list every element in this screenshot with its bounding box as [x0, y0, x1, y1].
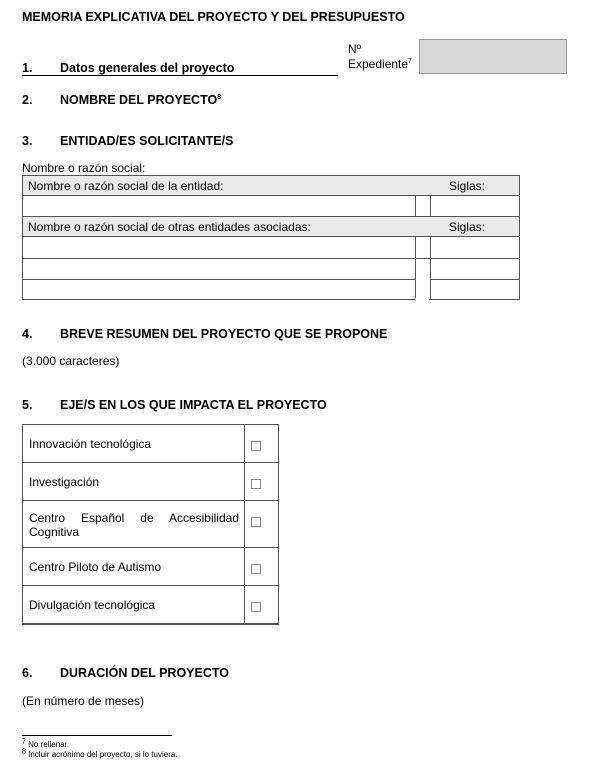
document-title: MEMORIA EXPLICATIVA DEL PROYECTO Y DEL PRESUPUESTO [22, 10, 405, 24]
entity-table [22, 175, 520, 300]
axis-checkbox-4[interactable] [251, 564, 261, 574]
column-gap [416, 279, 430, 280]
footnote-8-text: Incluir acrónimo del proyecto, si lo tuviera. [25, 750, 178, 759]
section-5-heading [22, 398, 442, 414]
footnote-7 [22, 740, 178, 750]
axes-table [22, 424, 279, 625]
section-4-number: 4. [22, 327, 33, 341]
section-6-heading [22, 666, 442, 682]
axis-row-2 [23, 463, 278, 501]
section-2-number: 2. [22, 93, 33, 107]
axes-column-divider [244, 425, 245, 624]
section-4-heading [22, 327, 442, 343]
axis-row-4 [23, 548, 278, 586]
axis-label-4: Centro Piloto de Autismo [29, 560, 162, 574]
section-2-heading [22, 93, 422, 109]
footnote-ref-8: 8 [217, 93, 222, 101]
section-4-label: BREVE RESUMEN DEL PROYECTO QUE SE PROPONE [60, 327, 388, 341]
other-entity-siglas-cell-3[interactable] [430, 280, 519, 299]
entity-table-header-others [23, 217, 519, 237]
axis-checkbox-2[interactable] [251, 479, 261, 489]
axis-label-1: Innovación tecnológica [29, 437, 152, 451]
axis-row-5 [23, 586, 278, 624]
other-entity-name-cell-3[interactable] [23, 280, 415, 299]
other-entity-name-cell-2[interactable] [23, 259, 415, 279]
axis-row-1 [23, 425, 278, 463]
table-bottom-gap [415, 298, 429, 301]
section-1-underline [22, 75, 338, 76]
axis-checkbox-1[interactable] [251, 441, 261, 451]
footnote-7-marker: 7 [22, 738, 26, 746]
other-entities-header-label: Nombre o razón social de otras entidades asociadas: [28, 220, 311, 234]
section-5-number: 5. [22, 398, 33, 412]
section-3-number: 3. [22, 134, 33, 148]
other-siglas-header-label: Siglas: [449, 220, 486, 234]
column-divider [415, 196, 416, 217]
expediente-line2: Expediente [348, 57, 409, 71]
main-entity-header-label: Nombre o razón social de la entidad: [28, 179, 224, 193]
section-5-label: EJE/S EN LOS QUE IMPACTA EL PROYECTO [60, 398, 327, 412]
other-entity-siglas-cell-1[interactable] [430, 237, 519, 258]
entity-table-header-main [23, 176, 519, 196]
section-4-note: (3.000 caracteres) [22, 354, 120, 368]
footnote-ref-7: 7 [408, 58, 412, 65]
expediente-field[interactable] [419, 39, 567, 74]
axis-checkbox-3[interactable] [251, 517, 261, 527]
main-entity-siglas-cell[interactable] [430, 196, 519, 216]
column-divider [430, 237, 431, 299]
section-1-number: 1. [22, 61, 33, 75]
column-divider [430, 196, 431, 217]
axis-row-3 [23, 501, 278, 548]
footnote-8-marker: 8 [22, 748, 26, 756]
axis-label-3: Centro Español de Accesibilidad Cognitiva [29, 511, 239, 539]
footnotes [22, 740, 178, 760]
section-6-number: 6. [22, 666, 33, 680]
axis-label-2: Investigación [29, 475, 100, 489]
footnote-8 [22, 750, 178, 760]
section-2-label: NOMBRE DEL PROYECTO [60, 93, 218, 107]
main-siglas-header-label: Siglas: [449, 179, 486, 193]
section-6-note: (En número de meses) [22, 694, 145, 708]
axis-label-5: Divulgación tecnológica [29, 598, 156, 612]
axis-checkbox-5[interactable] [251, 602, 261, 612]
expediente-label [348, 42, 412, 72]
entity-intro-label: Nombre o razón social: [22, 161, 146, 175]
footnote-7-text: No rellenar. [25, 740, 70, 749]
section-3-label: ENTIDAD/ES SOLICITANTE/S [60, 134, 234, 148]
main-entity-name-cell[interactable] [23, 196, 415, 216]
section-3-heading [22, 134, 422, 150]
other-entity-siglas-cell-2[interactable] [430, 259, 519, 279]
footnote-separator [22, 735, 172, 736]
expediente-line1: Nº [348, 42, 362, 56]
section-1-label: Datos generales del proyecto [60, 61, 235, 75]
other-entity-name-cell-1[interactable] [23, 237, 415, 258]
section-6-label: DURACIÓN DEL PROYECTO [60, 666, 230, 680]
